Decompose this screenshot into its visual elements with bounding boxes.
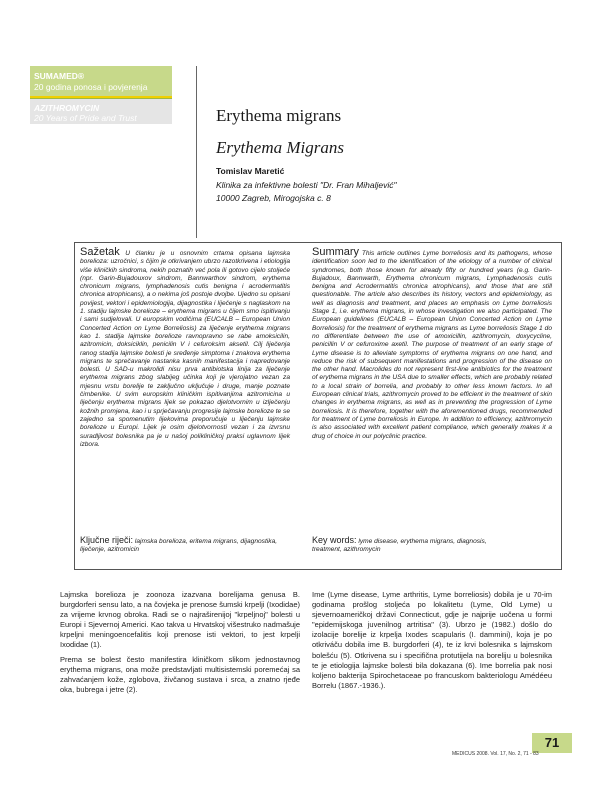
body-paragraph: Lajmska borelioza je zoonoza izazvana borelijama genusa B. burgdorferi sensu lato, a na čovjeka je prenose šumski krpelji (Ixodidae) za vrijeme krvnog obroka. Radi se o najraširenijoj "krpeljnoj" bolesti u Europi i Sjevernoj Americi. Kao takva u Hrvatskoj višestruko nadmašuje krpeljni meningoencefalitis koji prenose isti vektori, to jest krpelji Ixodidae (1). xyxy=(60,590,300,650)
abstract-hr-heading: Sažetak xyxy=(80,246,120,258)
banner-tagline-en: 20 Years of Pride and Trust xyxy=(34,113,137,123)
abstract-en-text: This article outlines Lyme borreliosis and its pathogens, whose identification soon led to the identification of the etiology of a number of clinical syndromes, both those known for already fifty or hundred years (e.g. Garin-Bujadoux, Bannwarth, Erythema chronicum migrans, Lymphadenosis cutis benigna and Acrodermatitis chronica atrophicans), and those that are still questionable. The article also describes its history, vectors and epidemiology, as well as diagnosis and treatment, and places an emphasis on Lyme borreliosis Stage 1, i.e. erythema migrans, in whose investigation we also participated. The European guidelines (EUCALB – European Union Concerted Action on Lyme Borreliosis) for the treatment of erythema migrans as Lyme borreliosis Stage 1 do no differentiate between the use of amoxicillin, azithromycin, doxycycline, penicillin V or cefuroxime axetil. The purpose of treatment of an early stage of Lyme disease is to alleviate symptoms of erythema migrans on one hand, and reduce the risk of subsequent manifestations and progression of the disease on the other hand. Macrolides do not represent first-line antibiotics for the treatment of erythema migrans in the USA due to smaller effects, which are probably related to a local strain of borrelia, and probably to other less known factors. In all European clinical trials, azithromycin proved to be efficient in the treatment of skin changes in erythema migrans, as well as in preventing the progression of Lyme borreliosis. It is therefore, together with the aforementioned drugs, recommended for treatment of Lyme borreliosis in Europe. In addition to efficiency, azithromycin is also associated with excellent patient compliance, which generally makes it a drug of choice in our polyclinic practice. xyxy=(312,250,552,440)
banner-brand: SUMAMED® xyxy=(34,71,85,81)
keywords-hr-heading: Ključne riječi: xyxy=(80,535,134,545)
abstract-hr-text: U članku je u osnovnim crtama opisana lajmska borelioza: uzročnici, s čijim je otkrivanjem ubrzo razotkrivena i etiologija više kliničkih sindroma, nekih poznatih već pola ili gotovo cijelo stoljeće (npr. Garin-Bujadouxov sindrom, Bannwarthov sindrom, erythema chronicum migrans, lymphadenosis cutis benigna i acrodermatitis chronica atrophicans), a o nekima još postoje dvojbe. Ujedno su opisani povijest, vektori i epidemiologija, dijagnostika i liječenje s naglaskom na 1. stadiju lajmske borelioze – erythema migrans u čijem smo ispitivanju i sami sudjelovali. U europskim vodičima (EUCALB – European Union Concerted Action on Lyme Borreliosis) za liječenje erythema migrans kao 1. stadija lajmske borelioze ravnopravno se rabe amoksicilin, azitromicin, doksiciklin, penicilin V i cefuroksim aksetil. Cilj liječenja ranog stadija lajmske bolesti je sređenje simptoma i znakova erythema migrans te sprečavanje nastanka kasnih manifestacija i napredovanje bolesti. U SAD-u makrolidi nisu prva antibiotska linija za liječenje erythema migrans zbog slabijeg učinka koji je vjerojatno vezan za mjesnu vrstu borelije te zaključno uključuje i druge, manje poznate čimbenike. U svim europskim kliničkim ispitivanjima azitromicina u liječenju erythema migrans lijek se pokazao djelotvornim u izlječenju kožnih promjena, kao i u sprječavanju progresije lajmske borelioze te se zajedno sa spomenutim lijekovima preporučuje u liječenju lajmske borelioze u Europi. Lijek je osim djelotvornosti vezan i za izvrsnu suradljivost bolesnika pa je u našoj polikliničkoj praksi uglavnom lijek izbora. xyxy=(80,250,291,448)
body-right-column xyxy=(312,590,552,695)
keywords-en xyxy=(312,536,512,555)
keywords-hr xyxy=(80,536,290,555)
banner-drug: AZITHROMYCIN xyxy=(34,103,100,113)
author-name: Tomislav Maretić xyxy=(216,166,285,176)
body-left-column xyxy=(60,590,300,699)
abstract-en-heading: Summary xyxy=(312,246,360,258)
article-title-hr: Erythema migrans xyxy=(216,106,342,125)
banner-rule-green xyxy=(30,98,172,99)
banner-tagline-hr: 20 godina ponosa i povjerenja xyxy=(34,82,148,92)
page-number: 71 xyxy=(532,733,572,753)
article-title-en: Erythema Migrans xyxy=(216,138,344,157)
keywords-en-text: lyme disease, erythema migrans, diagnosis, treatment, azithromycin xyxy=(312,538,487,554)
body-paragraph: Ime (Lyme disease, Lyme arthritis, Lyme borreliosis) dobila je u 70-im godinama prošlog stoljeća po lokalitetu (Lyme, Old Lyme) u sjevernoameričkoj državi Connecticut, gdje je najprije uočena u formi "epidemijskoga juvenilnog artritisa" (3). Ubrzo je (1982.) došlo do izolacije borelije iz krpelja Ixodes scapularis (I. dammini), koja je po otkriváču dobila ime B. burgdorferi (4), te iz krvi bolesnika s lajmskom bolešću (5). Otkrivena su i specifična protutijela na boreliju u bolesnika te je etiologija lajmske bolesti bila dokazana (6). Ime borrelia pak nosi koljeno bakterija Spirochetaceae po francuskom bakteriologu Amédéeu Borrelu (1867.-1936.). xyxy=(312,590,552,690)
abstract-en xyxy=(312,248,552,441)
affiliation-institution: Klinika za infektivne bolesti "Dr. Fran Mihaljević" xyxy=(216,180,397,190)
journal-citation: MEDICUS 2008. Vol. 17, No. 2, 71 - 83 xyxy=(452,751,539,757)
keywords-en-heading: Key words: xyxy=(312,535,357,545)
abstract-hr xyxy=(80,248,290,449)
header-divider xyxy=(196,66,197,238)
body-paragraph: Prema se bolest često manifestira kliničkom slikom jednostavnog erythema migrans, ona može predstavljati multisistemski poremećaj sa zahvaćanjem kože, zglobova, živčanog sustava i srca, a znatno rjeđe oka, bubrega i jetre (2). xyxy=(60,654,300,694)
keywords-hr-text: lajmska borelioza, eritema migrans, dijagnostika, liječenje, azitromicin xyxy=(80,538,278,554)
affiliation-address: 10000 Zagreb, Mirogojska c. 8 xyxy=(216,193,331,203)
